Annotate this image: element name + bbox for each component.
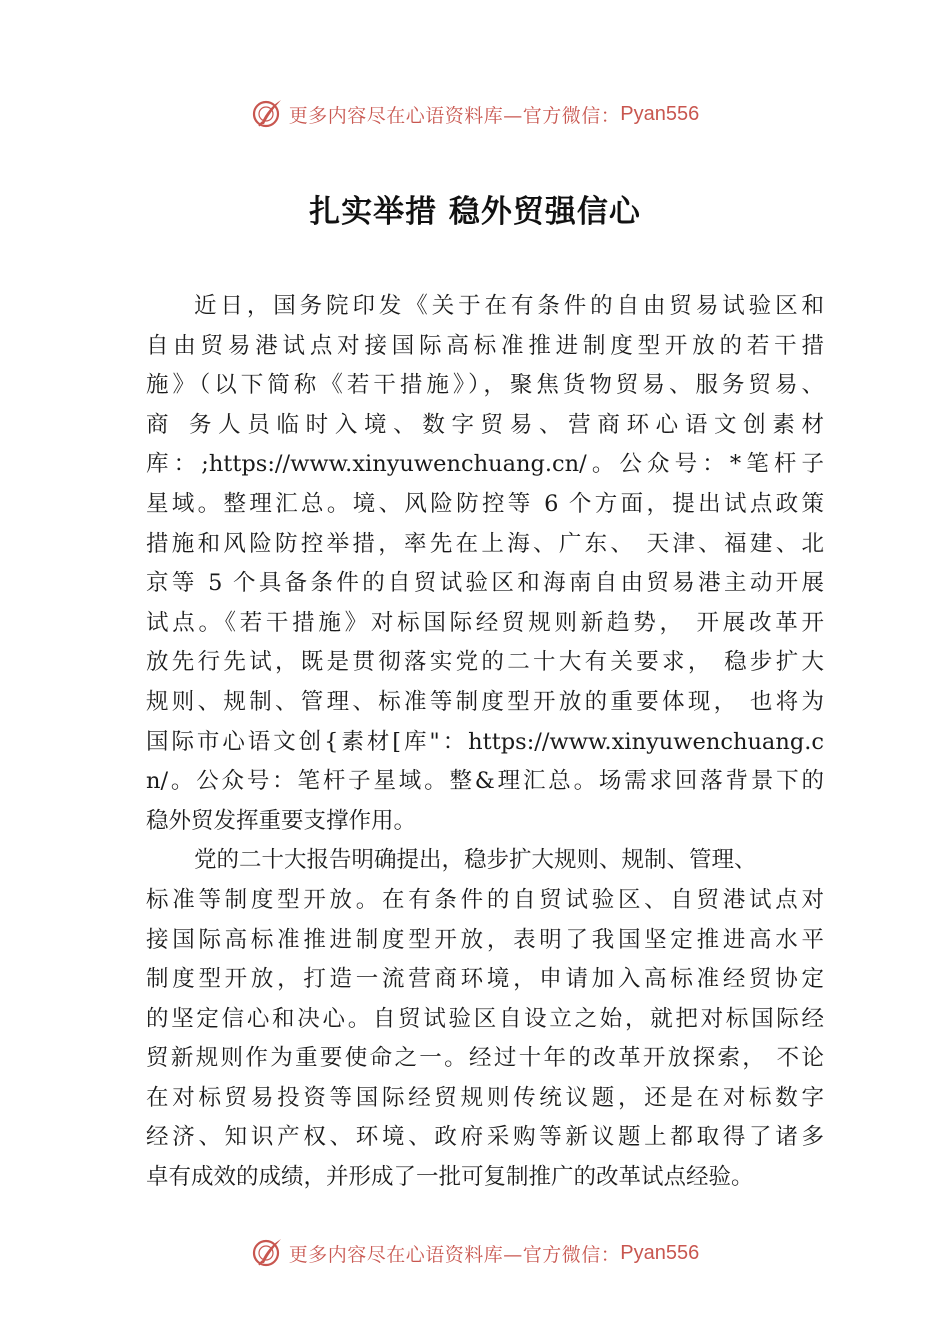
text-line: 京等 5 个具备条件的自贸试验区和海南自由贸易港主动开展 — [146, 570, 824, 597]
banner-wechat-handle: Pyan556 — [620, 102, 700, 125]
text-line: 星域。整理汇总。境、风险防控等 6 个方面，提出试点政策 — [146, 490, 824, 517]
text-line: 规则、规制、管理、标准等制度型开放的重要体现， 也将为 — [146, 688, 824, 715]
text-line: 国际市心语文创{素材[库"：https://www.xinyuwenchuang.c — [146, 728, 824, 755]
banner-text: 更多内容尽在心语资料库—官方微信： — [288, 1243, 621, 1266]
text-line: 措施和风险防控举措，率先在上海、广东、 天津、福建、北 — [146, 530, 824, 557]
text-line: 的坚定信心和决心。自贸试验区自设立之始，就把对标国际经 — [146, 1005, 824, 1032]
text-line: 施》（以下简称《若干措施》），聚焦货物贸易、服务贸易、 — [146, 372, 824, 399]
document-title: 扎实举措 稳外贸强信心 — [309, 194, 641, 230]
banner-wechat-handle: Pyan556 — [620, 1241, 700, 1264]
text-line: 自由贸易港试点对接国际高标准推进制度型开放的若干措 — [146, 332, 824, 359]
text-line: 党的二十大报告明确提出，稳步扩大规则、规制、管理、 — [194, 847, 757, 874]
text-line: 卓有成效的成绩，并形成了一批可复制推广的改革试点经验。 — [146, 1164, 754, 1191]
text-line: 接国际高标准推进制度型开放，表明了我国坚定推进高水平 — [146, 926, 824, 953]
banner-text: 更多内容尽在心语资料库—官方微信： — [288, 104, 621, 127]
text-line: 经济、知识产权、环境、政府采购等新议题上都取得了诸多 — [146, 1124, 824, 1151]
quill-pen-seal-icon — [251, 97, 285, 131]
footer-banner — [0, 1233, 950, 1273]
text-line: 贸新规则作为重要使命之一。经过十年的改革开放探索， 不论 — [146, 1045, 824, 1072]
quill-pen-seal-icon — [251, 1236, 285, 1270]
text-line: 试点。《若干措施》对标国际经贸规则新趋势， 开展改革开 — [146, 609, 824, 636]
text-line: 库：;https://www.xinyuwenchuang.cn/。公众号：*笔杆子 — [146, 451, 824, 478]
text-line: 放先行先试，既是贯彻落实党的二十大有关要求， 稳步扩大 — [146, 649, 824, 676]
header-banner — [0, 94, 950, 134]
text-line: 近日，国务院印发《关于在有条件的自由贸易试验区和 — [194, 293, 824, 319]
text-line: 标准等制度型开放。在有条件的自贸试验区、自贸港试点对 — [146, 886, 824, 913]
text-line: n/。公众号：笔杆子星域。整&理汇总。场需求回落背景下的 — [146, 768, 824, 795]
document-body — [146, 287, 824, 1198]
text-line: 稳外贸发挥重要支撑作用。 — [146, 807, 417, 834]
text-line: 商 务人员临时入境、数字贸易、营商环心语文创素材 — [146, 411, 824, 438]
text-line: 制度型开放，打造一流营商环境，申请加入高标准经贸协定 — [146, 966, 824, 993]
text-line: 在对标贸易投资等国际经贸规则传统议题，还是在对标数字 — [146, 1084, 824, 1111]
